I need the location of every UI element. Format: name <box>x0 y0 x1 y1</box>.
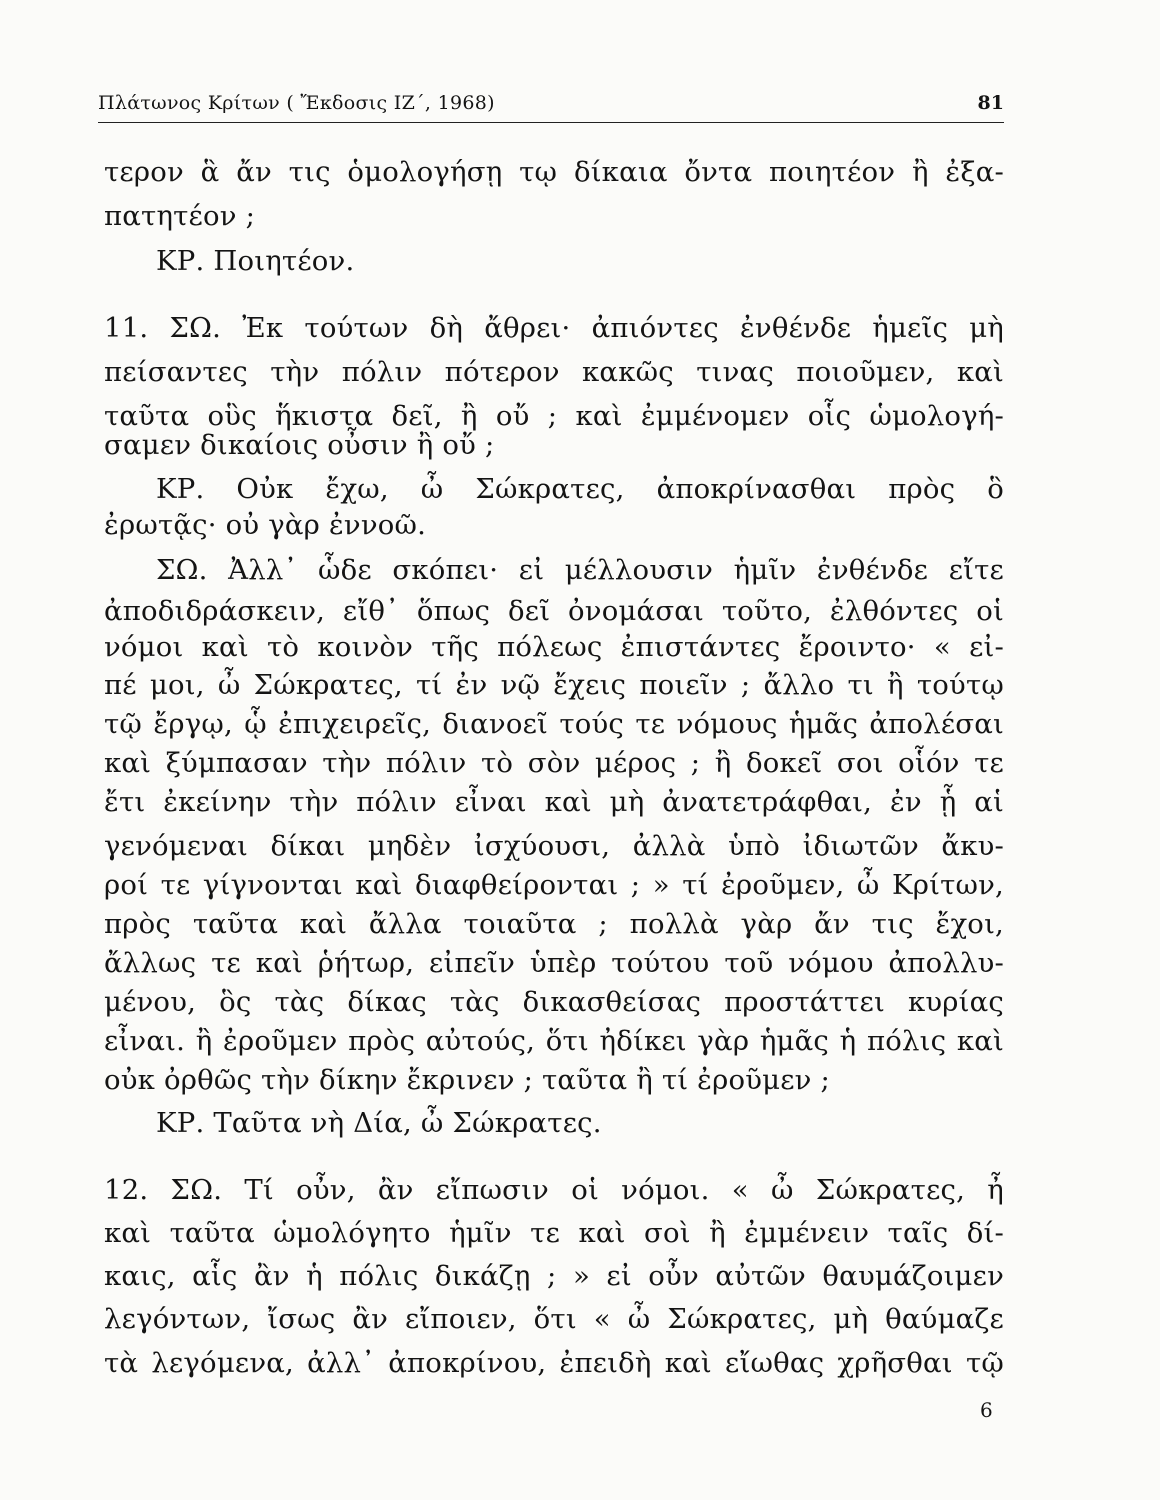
text-line: πρὸς ταῦτα καὶ ἄλλα τοιαῦτα ; πολλὰ γὰρ ἄν τις ἔχοι, <box>104 908 1004 940</box>
text-line: καις, αἷς ἂν ἡ πόλις δικάζῃ ; » εἰ οὖν αὐτῶν θαυμάζοιμεν <box>104 1260 1004 1292</box>
text-line: λεγόντων, ἴσως ἂν εἴποιεν, ὅτι « ὦ Σώκρατες, μὴ θαύμαζε <box>104 1303 1004 1335</box>
running-title: Πλάτωνος Κρίτων ( Ἔκδοσις ΙΖ΄, 1968) <box>98 92 495 114</box>
speaker-line: ΚΡ. Ποιητέον. <box>156 245 355 277</box>
signature-mark: 6 <box>980 1398 993 1422</box>
text-line: ἄλλως τε καὶ ῥήτωρ, εἰπεῖν ὑπὲρ τούτου τοῦ νόμου ἀπολλυ- <box>104 947 1004 979</box>
text-line: καὶ ξύμπασαν τὴν πόλιν τὸ σὸν μέρος ; ἢ δοκεῖ σοι οἷόν τε <box>104 747 1004 779</box>
text-line: γενόμεναι δίκαι μηδὲν ἰσχύουσι, ἀλλὰ ὑπὸ ἰδιωτῶν ἄκυ- <box>104 830 1004 862</box>
text-line: τὰ λεγόμενα, ἀλλ᾽ ἀποκρίνου, ἐπειδὴ καὶ εἴωθας χρῆσθαι τῷ <box>104 1347 1004 1379</box>
text-line: τῷ ἔργῳ, ᾧ ἐπιχειρεῖς, διανοεῖ τούς τε νόμους ἡμᾶς ἀπολέσαι <box>104 708 1004 740</box>
text-line: ἐρωτᾷς· οὐ γὰρ ἐννοῶ. <box>104 509 427 541</box>
text-line: πέ μοι, ὦ Σώκρατες, τί ἐν νῷ ἔχεις ποιεῖν ; ἄλλο τι ἢ τούτῳ <box>104 669 1004 701</box>
speaker-line: ΚΡ. Ταῦτα νὴ Δία, ὦ Σώκρατες. <box>156 1107 602 1139</box>
text-line: ἔτι ἐκείνην τὴν πόλιν εἶναι καὶ μὴ ἀνατετράφθαι, ἐν ᾗ αἱ <box>104 786 1004 818</box>
text-line: σαμεν δικαίοις οὖσιν ἢ οὔ ; <box>104 429 495 461</box>
text-line: μένου, ὃς τὰς δίκας τὰς δικασθείσας προστάττει κυρίας <box>104 986 1004 1018</box>
text-line: εἶναι. ἢ ἐροῦμεν πρὸς αὐτούς, ὅτι ἠδίκει γὰρ ἡμᾶς ἡ πόλις καὶ <box>104 1025 1004 1057</box>
text-line: οὐκ ὀρθῶς τὴν δίκην ἔκρινεν ; ταῦτα ἢ τί ἐροῦμεν ; <box>104 1064 831 1096</box>
speaker-line: ΚΡ. Οὐκ ἔχω, ὦ Σώκρατες, ἀποκρίνασθαι πρὸς ὃ <box>156 473 1004 505</box>
text-line: τερον ἃ ἄν τις ὁμολογήσῃ τῳ δίκαια ὄντα ποιητέον ἢ ἐξα- <box>104 156 1004 188</box>
text-line: ἀποδιδράσκειν, εἴθ᾽ ὅπως δεῖ ὀνομάσαι τοῦτο, ἐλθόντες οἱ <box>104 595 1004 627</box>
text-line: καὶ ταῦτα ὡμολόγητο ἡμῖν τε καὶ σοὶ ἢ ἐμμένειν ταῖς δί- <box>104 1217 1004 1249</box>
text-line: πείσαντες τὴν πόλιν πότερον κακῶς τινας ποιοῦμεν, καὶ <box>104 356 1004 388</box>
section-start-line: 12. ΣΩ. Τί οὖν, ἂν εἴπωσιν οἱ νόμοι. « ὦ Σώκρατες, ἦ <box>104 1174 1004 1206</box>
text-line: ροί τε γίγνονται καὶ διαφθείρονται ; » τί ἐροῦμεν, ὦ Κρίτων, <box>104 869 1004 901</box>
text-line: πατητέον ; <box>104 200 256 232</box>
section-start-line: 11. ΣΩ. Ἐκ τούτων δὴ ἄθρει· ἀπιόντες ἐνθένδε ἡμεῖς μὴ <box>104 312 1004 344</box>
speaker-line: ΣΩ. Ἀλλ᾽ ὧδε σκόπει· εἰ μέλλουσιν ἡμῖν ἐνθένδε εἴτε <box>156 554 1004 586</box>
page-number: 81 <box>977 92 1004 114</box>
text-line: νόμοι καὶ τὸ κοινὸν τῆς πόλεως ἐπιστάντες ἔροιντο· « εἰ- <box>104 631 1004 663</box>
running-header <box>98 92 1004 123</box>
text-line: ταῦτα οὓς ἥκιστα δεῖ, ἢ οὔ ; καὶ ἐμμένομεν οἷς ὡμολογή- <box>104 400 1004 432</box>
